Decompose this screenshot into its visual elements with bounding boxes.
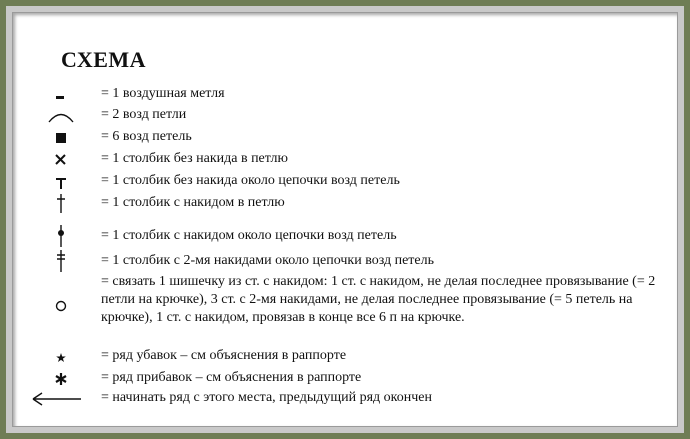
dotted-dagger-icon bbox=[41, 225, 81, 247]
legend-text: = 1 столбик без накида около цепочки возд петель bbox=[101, 173, 400, 188]
double-dagger-icon bbox=[41, 250, 81, 272]
circle-icon bbox=[41, 294, 81, 316]
legend-text: = ряд убавок – см объяснения в раппорте bbox=[101, 348, 347, 363]
arc-icon bbox=[41, 104, 81, 126]
legend-text: = 1 столбик без накида в петлю bbox=[101, 151, 288, 166]
legend-text: = 1 воздушная метля bbox=[101, 86, 225, 101]
legend-text: = 1 столбик с накидом около цепочки возд петель bbox=[101, 228, 397, 243]
legend-text: = начинать ряд с этого места, предыдущий ряд окончен bbox=[101, 390, 433, 405]
chain-stitch-icon bbox=[41, 83, 81, 105]
filled-square-icon bbox=[41, 126, 81, 148]
legend-text: = связать 1 шишечку из ст. с накидом: 1 ст. с накидом, не делая последнее провязывание (= 2 петли на крючке), 3 ст. с 2-мя накидами, не делая последнее провязывание (= 5 петель на крючке), 1 ст. с накидом, провязав в конце все 6 п на крючке. bbox=[101, 274, 656, 325]
legend-text: = 2 возд петли bbox=[101, 107, 187, 122]
dagger-icon bbox=[41, 192, 81, 214]
legend-text: = 1 столбик с 2-мя накидами около цепочки возд петель bbox=[101, 253, 435, 268]
t-stitch-icon bbox=[41, 170, 81, 192]
page-title: СХЕМА bbox=[61, 47, 147, 72]
left-arrow-icon bbox=[27, 387, 87, 409]
cross-icon bbox=[41, 148, 81, 170]
legend-panel bbox=[12, 12, 678, 427]
legend-text: = 1 столбик с накидом в петлю bbox=[101, 195, 285, 210]
legend-text: = 6 возд петель bbox=[101, 129, 192, 144]
asterisk-icon bbox=[41, 367, 81, 389]
legend-text: = ряд прибавок – см объяснения в раппорте bbox=[101, 370, 362, 385]
small-star-icon bbox=[41, 345, 81, 367]
